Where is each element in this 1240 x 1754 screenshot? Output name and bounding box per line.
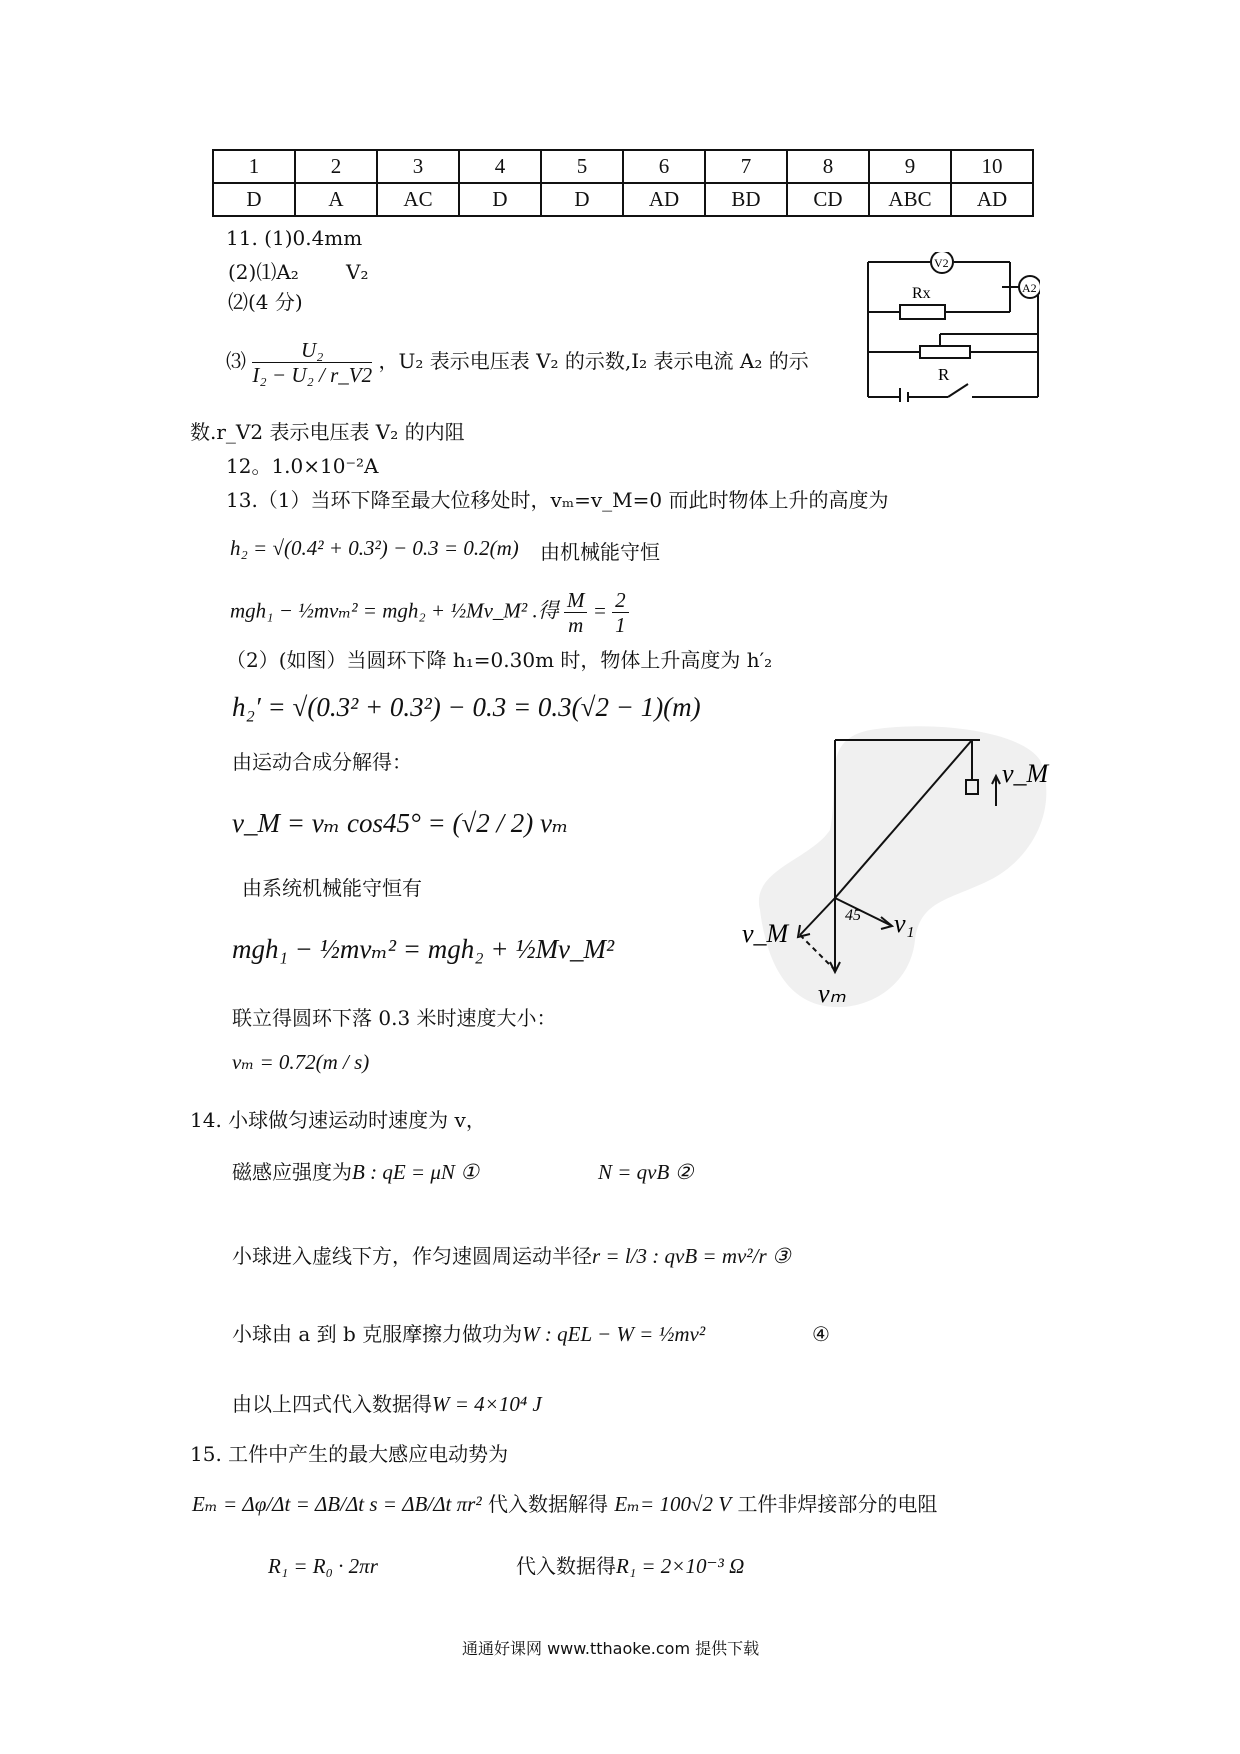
q11-part3-fraction [252,338,372,387]
q15-eq1-tail: 工件非焊接部分的电阻 [737,1492,938,1516]
answer-cell: AD [623,183,705,216]
question-number-cell: 8 [787,150,869,183]
q15-line1: 15. 工件中产生的最大感应电动势为 [190,1442,509,1466]
q11-part3 [226,338,809,387]
q13-eq6: vₘ = 0.72(m / s) [232,1050,370,1074]
q11-part1: 11. (1)0.4mm [226,226,363,250]
q13-line1: 13.（1）当环下降至最大位移处时，vₘ=v_M=0 而此时物体上升的高度为 [226,488,889,512]
q13-eq2-result [612,588,629,637]
q15-eq2: R₁ = R₀ · 2πr [268,1554,378,1578]
q15-eq2-line [516,1554,744,1579]
equals-sign: = [592,598,607,623]
answer-cell: D [213,183,295,216]
q13-eq1-note: 由机械能守恒 [540,540,660,564]
q14-line5-text: 由以上四式代入数据得 [232,1392,432,1416]
q13-eq1: h₂ = √(0.4² + 0.3²) − 0.3 = 0.2(m) [230,536,519,560]
fraction-numerator: 2 [612,588,629,613]
question-number-cell: 2 [295,150,377,183]
question-number-cell: 1 [213,150,295,183]
q14-line4 [232,1322,705,1347]
q13-eq2 [230,588,629,637]
answer-cell: D [459,183,541,216]
question-number-cell: 6 [623,150,705,183]
fraction-denominator: I₂ − U₂ / r_V2 [252,363,373,388]
question-number-cell: 4 [459,150,541,183]
ring-velocity-figure [740,720,1060,1020]
answer-cell: ABC [869,183,951,216]
fraction-denominator: 1 [615,613,626,638]
q14-result: W = 4×10⁴ J [432,1392,542,1416]
answer-cell: AD [951,183,1033,216]
v1-label: v₁ [894,909,915,938]
question-number-cell: 9 [869,150,951,183]
answer-table-answer-row [213,183,1033,216]
question-number-cell: 5 [541,150,623,183]
q13-eq5: mgh₁ − ½mvₘ² = mgh₂ + ½Mv_M² [232,934,615,964]
vM-left-label: v_M [742,919,789,948]
q14-eq1: B : qE = μN ① [352,1160,479,1184]
question-number-cell: 3 [377,150,459,183]
q13-eq4: v_M = vₘ cos45° = (√2 / 2) vₘ [232,808,569,838]
q14-line2-text: 磁感应强度为 [232,1160,352,1184]
answer-cell: CD [787,183,869,216]
circuit-diagram [860,252,1040,402]
q13-line5: 联立得圆环下落 0.3 米时速度大小： [232,1006,557,1030]
q11-part2-label: (2)⑴A₂ [228,260,299,284]
vm-label: vₘ [818,979,846,1008]
ammeter-label: A2 [1022,281,1037,295]
q14-eq2: N = qvB ② [598,1160,694,1184]
resistor-rx-label: Rx [912,285,931,302]
q11-part3-continuation: 数.r_V2 表示电压表 V₂ 的内阻 [190,420,465,444]
page-footer: 通通好课网 www.tthaoke.com 提供下载 [462,1639,760,1658]
q14-eq4: W : qEL − W = ½mv² [522,1322,706,1346]
q14-eq4-mark: ④ [812,1322,830,1346]
q13-line2: （2）(如图）当圆环下降 h₁=0.30m 时，物体上升高度为 h′₂ [226,648,773,672]
q11-part2-voltmeter: V₂ [346,260,369,284]
answer-cell: AC [377,183,459,216]
answer-cell: BD [705,183,787,216]
q12-answer: 12。1.0×10⁻²A [226,454,379,478]
q14-eq3: r = l/3 : qvB = mv²/r ③ [592,1244,791,1268]
resistor-r-label: R [938,365,950,384]
q15-eq1-result: Eₘ= 100√2 V [614,1492,732,1516]
answer-table-number-row [213,150,1033,183]
q14-line2 [232,1160,479,1185]
fraction-numerator: M [564,588,588,613]
q15-eq1-text: 代入数据解得 [487,1492,608,1516]
q14-line4-text: 小球由 a 到 b 克服摩擦力做功为 [232,1322,523,1346]
q15-eq2-result: R₁ = 2×10⁻³ Ω [616,1554,745,1578]
angle-label: 45 [845,907,861,924]
q14-line1: 14. 小球做匀速运动时速度为 v， [190,1108,486,1132]
question-number-cell: 7 [705,150,787,183]
q15-eq1: Eₘ = Δφ/Δt = ΔB/Δt s = ΔB/Δt πr² [192,1492,482,1516]
q13-eq2-main: mgh₁ − ½mvₘ² = mgh₂ + ½Mv_M² .得 [230,598,559,623]
voltmeter-label: V2 [934,256,949,270]
q13-eq3: h₂′ = √(0.3² + 0.3²) − 0.3 = 0.3(√2 − 1)(m) [232,692,701,722]
fraction-numerator: U₂ [252,338,372,363]
q13-eq2-ratio [564,588,588,637]
answer-cell: D [541,183,623,216]
answer-cell: A [295,183,377,216]
fraction-denominator: m [568,613,584,638]
q14-line3-text: 小球进入虚线下方，作匀速圆周运动半径 [232,1244,592,1268]
q13-line4: 由系统机械能守恒有 [242,876,422,900]
q14-line3 [232,1244,791,1269]
q14-line5 [232,1392,542,1417]
q15-line2 [192,1492,937,1517]
q15-eq2-text: 代入数据得 [516,1554,616,1578]
q13-line3: 由运动合成分解得： [232,750,412,774]
answer-table [212,149,1034,217]
q11-part3-label: ⑶ [226,349,246,374]
question-number-cell: 10 [951,150,1033,183]
q11-part3-text: ，U₂ 表示电压表 V₂ 的示数,I₂ 表示电流 A₂ 的示 [378,349,809,374]
q11-part2-note: ⑵(4 分) [228,290,303,314]
vM-top-label: v_M [1002,759,1049,788]
